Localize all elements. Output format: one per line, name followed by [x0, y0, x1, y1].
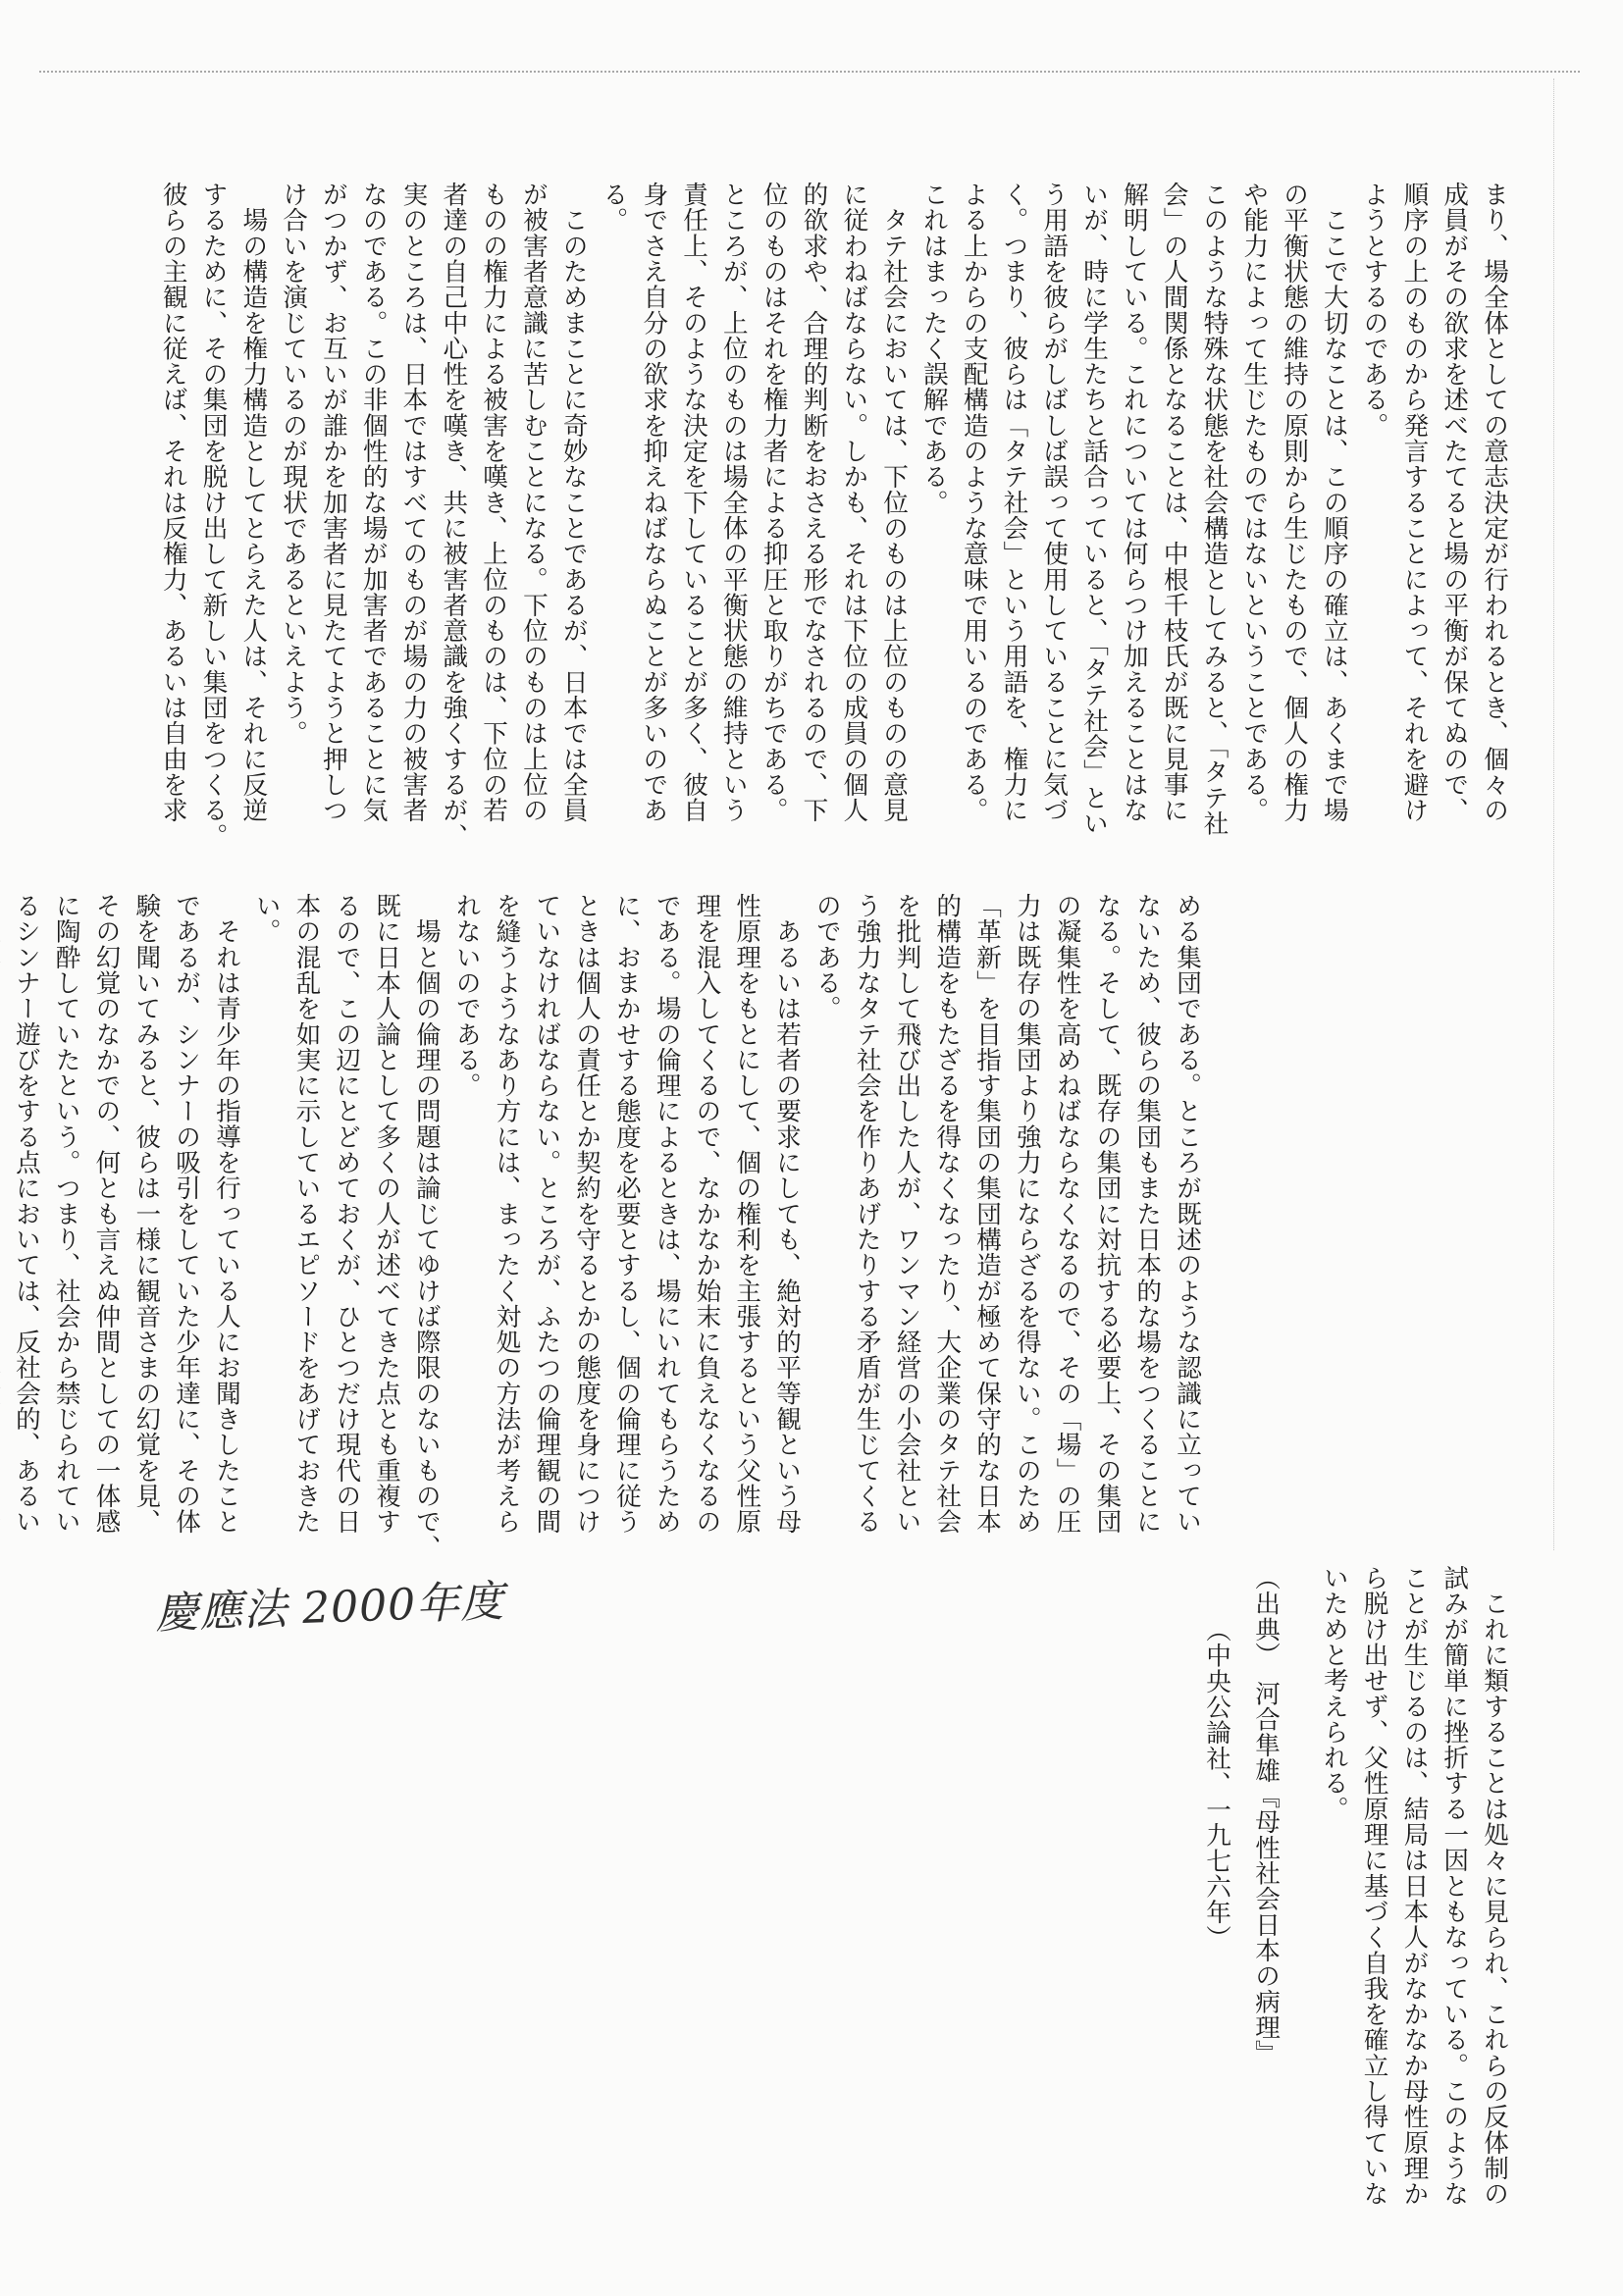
scan-edge-line [39, 71, 1580, 73]
handwritten-annotation: 慶應法 2000年度 [154, 1576, 505, 1640]
scan-margin-line [1553, 78, 1554, 1550]
source-citation: （出典） 河合隼雄『母性社会日本の病理』 [1251, 1565, 1281, 2066]
body-text-lower-block: める集団である。ところが既述のような認識に立ってい ないため、彼らの集団もまた日本的な場をつくることに なる。そして、既存の集団に対抗する必要上、その集団 の凝集性を高めねばならなくなるので、その「場」の圧 力は既存の集団より強力にならざるを得ない。このため 「革新」を目指す集団の集団構造が極めて保守的な日本 的構造をもたざるを得なくなったり、大企業のタテ社会 を批判して飛び出した人が、ワンマン経営の小会社とい う強力なタテ社会を作りあげたりする矛盾が生じてくる のである。 あるいは若者の要求にしても、絶対的平等観という母 性原理をもとにして、個の権利を主張するという父性原 理を混入してくるので、なかなか始末に負えなくなるの である。場の倫理によるときは、場にいれてもらうため に、おまかせする態度を必要とするし、個の倫理に従う ときは個人の責任とか契約を守るとかの態度を身につけ ていなければならない。ところが、ふたつの倫理観の間 を縫うようなあり方には、まったく対処の方法が考えら れないのである。 場と個の倫理の問題は論じてゆけば際限のないもので、 既に日本人論として多くの人が述べてきた点とも重複す るので、この辺にとどめておくが、ひとつだけ現代の日 本の混乱を如実に示しているエピソードをあげておきた い。 それは青少年の指導を行っている人にお聞きしたこと であるが、シンナーの吸引をしていた少年達に、その体 験を聞いてみると、彼らは一様に観音さまの幻覚を見、 その幻覚のなかでの、何とも言えぬ仲間としての一体感 に陶酔していたという。つまり、社会から禁じられてい るシンナー遊びをする点においては、反社会的、あるい [11, 893, 1202, 1560]
source-publisher: （中央公論社、一九七六年） [1202, 1617, 1231, 1951]
body-text-upper-block: まり、場全体としての意志決定が行われるとき、個々の 成員がその欲求を述べたてると場の平衡が保てぬので、 順序の上のものから発言することによって、それを避け ようとするのである。 ここで大切なことは、この順序の確立は、あくまで場 の平衡状態の維持の原則から生じたもので、個人の権力 や能力によって生じたものではないということである。 このような特殊な状態を社会構造としてみると、「タテ社 会」の人間関係となることは、中根千枝氏が既に見事に 解明している。これについては何らつけ加えることはな いが、時に学生たちと話合っていると、「タテ社会」とい う用語を彼らがしばしば誤って使用していることに気づ く。つまり、彼らは「タテ社会」という用語を、権力に よる上からの支配構造のような意味で用いるのである。 これはまったく誤解である。 タテ社会においては、下位のものは上位のものの意見 に従わねばならない。しかも、それは下位の成員の個人 的欲求や、合理的判断をおさえる形でなされるので、下 位のものはそれを権力者による抑圧と取りがちである。 ところが、上位のものは場全体の平衡状態の維持という 責任上、そのような決定を下していることが多く、彼自 身でさえ自分の欲求を抑えねばならぬことが多いのであ る。 このためまことに奇妙なことであるが、日本では全員 が被害者意識に苦しむことになる。下位のものは上位の ものの権力による被害を嘆き、上位のものは、下位の若 者達の自己中心性を嘆き、共に被害者意識を強くするが、 実のところは、日本ではすべてのものが場の力の被害者 なのである。この非個性的な場が加害者であることに気 がつかず、お互いが誰かを加害者に見たてようと押しつ け合いを演じているのが現状であるといえよう。 場の構造を権力構造としてとらえた人は、それに反逆 するために、その集団を脱け出して新しい集団をつくる。 彼らの主観に従えば、それは反権力、あるいは自由を求 [158, 182, 1509, 849]
body-text-lower-right-block: これに類することは処々に見られ、これらの反体制の 試みが簡単に挫折する一因ともなっている。このような ことが生じるのは、結局は日本人がなかなか母性原理か ら脱け出せず、父性原理に基づく自我を確立し得ていな いためと考えられる。 [1319, 1565, 1509, 2207]
